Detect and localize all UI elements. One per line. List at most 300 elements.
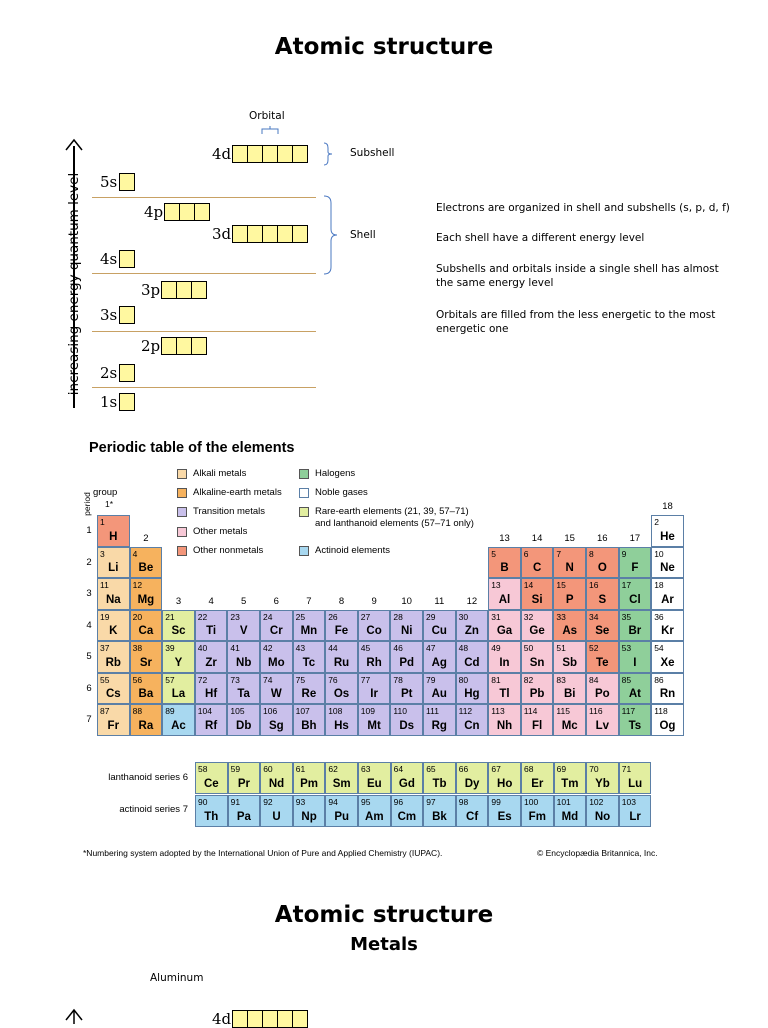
element-cell-es bbox=[488, 795, 521, 827]
orbital-box bbox=[119, 364, 135, 382]
element-symbol: Tb bbox=[432, 777, 447, 790]
element-symbol: Nd bbox=[268, 777, 285, 790]
atomic-number: 67 bbox=[491, 764, 501, 774]
atomic-number: 12 bbox=[132, 580, 143, 590]
group-label: group bbox=[93, 487, 118, 498]
element-cell-ts bbox=[619, 704, 652, 736]
element-cell-ga bbox=[488, 610, 521, 642]
atomic-number: 107 bbox=[295, 706, 310, 716]
orbital-box bbox=[232, 225, 248, 243]
element-symbol: V bbox=[239, 625, 248, 637]
element-symbol: Ti bbox=[206, 625, 217, 637]
element-symbol: Hg bbox=[464, 688, 480, 700]
atomic-number: 111 bbox=[426, 706, 439, 716]
legend-item-continued: and lanthanoid elements (57–71 only) bbox=[315, 518, 474, 529]
shell-separator bbox=[92, 197, 316, 198]
element-symbol: Er bbox=[531, 777, 544, 790]
element-cell-fm bbox=[521, 795, 554, 827]
legend-swatch bbox=[177, 546, 187, 556]
axis-label: increasing energy quantum level bbox=[66, 172, 82, 396]
element-cell-ne bbox=[651, 547, 684, 579]
element-symbol: Es bbox=[497, 810, 512, 823]
element-symbol: Te bbox=[596, 656, 609, 669]
atomic-number: 94 bbox=[328, 797, 338, 807]
element-symbol: Th bbox=[204, 810, 219, 823]
atomic-number: 106 bbox=[263, 706, 278, 716]
atomic-number: 52 bbox=[589, 643, 599, 653]
atomic-number: 92 bbox=[263, 797, 273, 807]
legend-swatch bbox=[177, 507, 187, 517]
atomic-number: 51 bbox=[556, 643, 566, 653]
element-symbol: W bbox=[270, 688, 282, 700]
element-symbol: Co bbox=[366, 625, 382, 637]
group-number: 6 bbox=[273, 595, 279, 607]
group-number: 11 bbox=[434, 595, 445, 607]
element-cell-db bbox=[227, 704, 260, 736]
element-symbol: B bbox=[500, 562, 509, 574]
element-cell-se bbox=[586, 610, 619, 642]
atomic-number: 40 bbox=[197, 643, 208, 653]
element-cell-ag bbox=[423, 641, 456, 673]
element-cell-c bbox=[521, 547, 554, 579]
orbital-box bbox=[292, 145, 308, 163]
atomic-number: 1 bbox=[100, 517, 105, 527]
element-cell-ca bbox=[130, 610, 163, 642]
orbital-label: Orbital bbox=[249, 110, 285, 122]
element-cell-mt bbox=[358, 704, 391, 736]
element-cell-ra bbox=[130, 704, 163, 736]
atomic-number: 101 bbox=[556, 797, 571, 807]
element-symbol: Au bbox=[431, 688, 447, 700]
element-symbol: Yb bbox=[595, 777, 610, 790]
element-cell-mn bbox=[293, 610, 326, 642]
atomic-number: 36 bbox=[654, 611, 664, 622]
footnote: *Numbering system adopted by the International Union of Pure and Applied Chemistry (IUPAC). bbox=[83, 848, 443, 858]
element-cell-sb bbox=[553, 641, 586, 673]
element-symbol: Xe bbox=[660, 656, 675, 669]
orbital-box bbox=[247, 145, 263, 163]
level-1s-label: 1s bbox=[100, 393, 118, 411]
element-symbol: Re bbox=[301, 688, 317, 700]
atomic-number: 112 bbox=[458, 706, 473, 716]
legend-swatch bbox=[177, 469, 187, 479]
atomic-number: 23 bbox=[230, 611, 240, 622]
orbital-brace-icon bbox=[260, 125, 280, 135]
element-symbol: Ho bbox=[497, 777, 513, 790]
element-cell-bh bbox=[293, 704, 326, 736]
element-symbol: As bbox=[562, 625, 578, 637]
atomic-number: 18 bbox=[654, 580, 664, 590]
element-cell-mg bbox=[130, 578, 163, 610]
element-symbol: Tm bbox=[561, 777, 579, 790]
shell-brace-icon bbox=[322, 195, 342, 275]
atomic-number: 41 bbox=[230, 643, 240, 653]
element-symbol: Ar bbox=[661, 593, 674, 606]
group-number: 8 bbox=[338, 595, 345, 607]
element-cell-li bbox=[97, 547, 130, 579]
atomic-number: 35 bbox=[621, 611, 632, 622]
element-symbol: Pa bbox=[236, 810, 251, 823]
element-cell-cn bbox=[456, 704, 489, 736]
element-cell-p bbox=[553, 578, 586, 610]
period-number: 6 bbox=[86, 682, 92, 694]
element-symbol: Rg bbox=[431, 719, 447, 732]
atomic-number: 10 bbox=[654, 548, 664, 559]
element-symbol: Pr bbox=[237, 777, 250, 790]
atomic-number: 100 bbox=[524, 797, 539, 807]
element-symbol: La bbox=[171, 688, 186, 700]
atomic-number: 7 bbox=[556, 548, 562, 559]
element-cell-kr bbox=[651, 610, 684, 642]
arrow-up-icon bbox=[64, 138, 84, 152]
level-4d-label: 4d bbox=[212, 1010, 232, 1028]
element-symbol: Fm bbox=[528, 810, 546, 823]
level-3p-label: 3p bbox=[141, 281, 161, 299]
group-number: 10 bbox=[401, 595, 412, 607]
atomic-number: 84 bbox=[589, 674, 599, 685]
element-cell-th bbox=[195, 795, 228, 827]
element-cell-ru bbox=[325, 641, 358, 673]
element-symbol: Ga bbox=[496, 625, 513, 637]
orbital-box bbox=[179, 203, 195, 221]
level-3s-label: 3s bbox=[100, 306, 118, 324]
element-cell-nb bbox=[227, 641, 260, 673]
element-cell-zr bbox=[195, 641, 228, 673]
element-symbol: Tc bbox=[302, 656, 316, 669]
orbital-box bbox=[194, 203, 210, 221]
atomic-number: 90 bbox=[198, 797, 208, 807]
orbital-box bbox=[232, 1010, 248, 1028]
group-number: 16 bbox=[597, 532, 608, 544]
orbital-box bbox=[262, 225, 278, 243]
element-symbol: Sm bbox=[332, 777, 351, 790]
atomic-number: 79 bbox=[426, 674, 436, 685]
element-cell-cf bbox=[456, 795, 489, 827]
group-number: 17 bbox=[629, 532, 641, 544]
element-symbol: O bbox=[597, 562, 607, 574]
element-cell-si bbox=[521, 578, 554, 610]
group-number: 9 bbox=[371, 595, 377, 607]
element-symbol: Nh bbox=[496, 719, 513, 732]
orbital-box bbox=[119, 250, 135, 268]
element-symbol: Sn bbox=[529, 656, 545, 669]
legend-swatch bbox=[299, 488, 309, 498]
orbital-box bbox=[292, 225, 308, 243]
element-cell-la bbox=[162, 673, 195, 705]
element-cell-yb bbox=[586, 762, 619, 794]
element-symbol: Ag bbox=[431, 656, 447, 669]
element-cell-zn bbox=[456, 610, 489, 642]
element-cell-tc bbox=[293, 641, 326, 673]
element-cell-ge bbox=[521, 610, 554, 642]
atomic-number: 44 bbox=[328, 643, 338, 653]
atomic-number: 72 bbox=[197, 674, 208, 685]
element-symbol: U bbox=[272, 810, 281, 823]
group-number: 5 bbox=[241, 595, 247, 607]
period-number: 1 bbox=[86, 525, 92, 536]
element-symbol: Ni bbox=[400, 625, 413, 637]
element-symbol: Lv bbox=[595, 719, 609, 732]
element-symbol: Ir bbox=[370, 688, 378, 700]
element-symbol: Os bbox=[333, 688, 350, 700]
atomic-number: 102 bbox=[589, 797, 604, 807]
atomic-number: 24 bbox=[263, 611, 273, 622]
orbital-box bbox=[262, 1010, 278, 1028]
element-cell-ar bbox=[651, 578, 684, 610]
atomic-number: 75 bbox=[295, 674, 306, 685]
element-cell-os bbox=[325, 673, 358, 705]
orbital-box bbox=[161, 337, 177, 355]
element-cell-co bbox=[358, 610, 391, 642]
atomic-number: 114 bbox=[523, 706, 538, 716]
element-cell-as bbox=[553, 610, 586, 642]
atomic-number: 88 bbox=[132, 706, 143, 716]
element-symbol: Cn bbox=[464, 719, 480, 732]
element-symbol: Lr bbox=[629, 810, 641, 823]
page-2-subtitle: Metals bbox=[350, 934, 418, 955]
element-symbol: Pt bbox=[400, 688, 413, 700]
element-cell-cu bbox=[423, 610, 456, 642]
element-cell-lv bbox=[586, 704, 619, 736]
element-cell-hs bbox=[325, 704, 358, 736]
atomic-number: 48 bbox=[458, 643, 469, 653]
element-symbol: Tl bbox=[499, 688, 510, 700]
element-symbol: Eu bbox=[366, 777, 382, 790]
element-cell-pb bbox=[521, 673, 554, 705]
atomic-number: 22 bbox=[197, 611, 208, 622]
orbital-box bbox=[119, 306, 135, 324]
element-symbol: Sc bbox=[171, 625, 186, 637]
element-cell-sm bbox=[325, 762, 358, 794]
atomic-number: 26 bbox=[328, 611, 338, 622]
element-cell-s bbox=[586, 578, 619, 610]
atomic-number: 58 bbox=[198, 764, 208, 774]
atomic-number: 82 bbox=[523, 674, 534, 685]
element-cell-po bbox=[586, 673, 619, 705]
atomic-number: 109 bbox=[360, 706, 375, 716]
element-cell-n bbox=[553, 547, 586, 579]
element-symbol: I bbox=[633, 656, 637, 669]
atomic-number: 77 bbox=[360, 674, 371, 685]
atomic-number: 49 bbox=[491, 643, 501, 653]
shell-separator bbox=[92, 273, 316, 274]
atomic-number: 64 bbox=[393, 764, 404, 774]
element-cell-ac bbox=[162, 704, 195, 736]
element-symbol: Gd bbox=[398, 777, 415, 790]
atomic-number: 91 bbox=[230, 797, 241, 807]
arrow-up-icon bbox=[64, 1008, 84, 1024]
orbital-box bbox=[247, 225, 263, 243]
element-symbol: Br bbox=[628, 625, 642, 637]
element-symbol: Mo bbox=[267, 656, 285, 669]
atomic-number: 115 bbox=[556, 706, 570, 716]
element-symbol: P bbox=[565, 593, 574, 606]
legend-swatch bbox=[299, 469, 309, 479]
group-number: 2 bbox=[143, 532, 149, 544]
group-number: 15 bbox=[564, 532, 575, 544]
element-symbol: N bbox=[565, 562, 574, 574]
legend-swatch bbox=[299, 546, 309, 556]
orbital-box bbox=[262, 145, 278, 163]
atomic-number: 47 bbox=[426, 643, 436, 653]
element-cell-np bbox=[293, 795, 326, 827]
element-cell-am bbox=[358, 795, 391, 827]
element-cell-sn bbox=[521, 641, 554, 673]
element-cell-pt bbox=[390, 673, 423, 705]
element-symbol: Rn bbox=[659, 688, 676, 700]
atomic-number: 19 bbox=[100, 611, 110, 622]
element-cell-cs bbox=[97, 673, 130, 705]
element-symbol: Fe bbox=[334, 625, 349, 637]
lanthanoid-series-label: lanthanoid series 6 bbox=[108, 772, 188, 783]
element-cell-cr bbox=[260, 610, 293, 642]
atomic-number: 85 bbox=[621, 674, 632, 685]
period-number: 7 bbox=[86, 714, 92, 725]
element-cell-be bbox=[130, 547, 163, 579]
period-number: 4 bbox=[86, 619, 92, 631]
element-symbol: Rh bbox=[366, 656, 382, 669]
copyright: © Encyclopædia Britannica, Inc. bbox=[537, 848, 658, 858]
level-4d-label: 4d bbox=[212, 145, 232, 163]
atomic-number: 29 bbox=[426, 611, 436, 622]
atomic-number: 59 bbox=[230, 764, 241, 774]
element-cell-i bbox=[619, 641, 652, 673]
atomic-number: 78 bbox=[393, 674, 403, 685]
orbital-box bbox=[247, 1010, 263, 1028]
element-cell-v bbox=[227, 610, 260, 642]
element-cell-al bbox=[488, 578, 521, 610]
atomic-number: 8 bbox=[589, 548, 594, 559]
element-symbol: Fl bbox=[531, 719, 543, 732]
element-symbol: Si bbox=[531, 593, 543, 606]
atomic-number: 2 bbox=[654, 517, 659, 527]
atomic-number: 87 bbox=[100, 706, 110, 716]
periodic-table-title: Periodic table of the elements bbox=[89, 440, 295, 456]
element-symbol: Bi bbox=[563, 688, 576, 700]
shell-label: Shell bbox=[350, 229, 376, 241]
element-symbol: Np bbox=[301, 810, 317, 823]
element-cell-sc bbox=[162, 610, 195, 642]
element-symbol: Be bbox=[138, 562, 154, 574]
element-cell-na bbox=[97, 578, 130, 610]
atomic-number: 25 bbox=[295, 611, 306, 622]
atomic-number: 104 bbox=[197, 706, 212, 716]
atomic-number: 97 bbox=[426, 797, 436, 807]
orbital-box bbox=[277, 1010, 293, 1028]
element-cell-ce bbox=[195, 762, 228, 794]
atomic-number: 43 bbox=[295, 643, 306, 653]
atomic-number: 116 bbox=[589, 706, 603, 716]
element-symbol: Og bbox=[659, 719, 676, 732]
element-symbol: At bbox=[628, 688, 641, 700]
atomic-number: 103 bbox=[621, 797, 636, 807]
level-2s-label: 2s bbox=[100, 364, 118, 382]
level-4s-label: 4s bbox=[100, 250, 118, 268]
element-symbol: Se bbox=[595, 625, 610, 637]
atomic-number: 96 bbox=[393, 797, 404, 807]
element-cell-cm bbox=[391, 795, 424, 827]
page-2-title: Atomic structure bbox=[274, 902, 494, 928]
element-symbol: In bbox=[499, 656, 510, 669]
orbital-box bbox=[277, 145, 293, 163]
atomic-number: 98 bbox=[458, 797, 469, 807]
element-symbol: Ra bbox=[138, 719, 154, 732]
element-cell-ir bbox=[358, 673, 391, 705]
period-number: 3 bbox=[86, 588, 92, 599]
element-cell-eu bbox=[358, 762, 391, 794]
element-symbol: Sg bbox=[268, 719, 284, 732]
atomic-number: 69 bbox=[556, 764, 567, 774]
element-cell-br bbox=[619, 610, 652, 642]
atomic-number: 15 bbox=[556, 580, 566, 590]
element-cell-bi bbox=[553, 673, 586, 705]
element-cell-mc bbox=[553, 704, 586, 736]
element-cell-tm bbox=[554, 762, 587, 794]
element-cell-y bbox=[162, 641, 195, 673]
atomic-number: 68 bbox=[524, 764, 534, 774]
atomic-number: 11 bbox=[100, 580, 109, 590]
element-cell-tb bbox=[423, 762, 456, 794]
atomic-number: 31 bbox=[491, 611, 501, 622]
group-number: 18 bbox=[662, 501, 673, 512]
element-cell-b bbox=[488, 547, 521, 579]
atomic-number: 70 bbox=[589, 764, 599, 774]
note-item: Orbitals are filled from the less energetic to the most energetic one bbox=[436, 309, 716, 335]
shell-separator bbox=[92, 331, 316, 332]
shell-separator bbox=[92, 387, 316, 388]
element-cell-rn bbox=[651, 673, 684, 705]
element-cell-lr bbox=[619, 795, 652, 827]
atomic-number: 6 bbox=[523, 548, 529, 559]
element-symbol: Md bbox=[561, 810, 579, 823]
atomic-number: 66 bbox=[458, 764, 469, 774]
element-cell-he bbox=[651, 515, 684, 547]
element-cell-cl bbox=[619, 578, 652, 610]
orbital-box bbox=[161, 281, 177, 299]
atomic-number: 9 bbox=[621, 548, 627, 559]
element-cell-nh bbox=[488, 704, 521, 736]
element-cell-rb bbox=[97, 641, 130, 673]
atomic-number: 33 bbox=[556, 611, 566, 622]
atomic-number: 32 bbox=[523, 611, 534, 622]
element-cell-og bbox=[651, 704, 684, 736]
atomic-number: 54 bbox=[654, 643, 664, 653]
atomic-number: 93 bbox=[295, 797, 306, 807]
element-symbol: Mt bbox=[367, 719, 381, 732]
element-symbol: Fr bbox=[107, 719, 120, 732]
atomic-number: 81 bbox=[491, 674, 501, 685]
atomic-number: 105 bbox=[230, 706, 245, 716]
element-symbol: Kr bbox=[661, 625, 674, 637]
atomic-number: 71 bbox=[621, 764, 632, 774]
element-symbol: Ds bbox=[399, 719, 415, 732]
atomic-number: 118 bbox=[654, 706, 668, 716]
period-label: period bbox=[82, 492, 92, 516]
orbital-box bbox=[232, 145, 248, 163]
orbital-box bbox=[119, 393, 135, 411]
level-4p-label: 4p bbox=[144, 203, 164, 221]
group-number: 4 bbox=[208, 595, 214, 607]
group-1-header: 1* bbox=[105, 499, 114, 509]
element-cell-pa bbox=[228, 795, 261, 827]
period-number: 5 bbox=[86, 651, 92, 662]
element-symbol: He bbox=[660, 530, 675, 543]
orbital-box bbox=[191, 281, 207, 299]
period-number: 2 bbox=[86, 556, 92, 568]
element-symbol: C bbox=[532, 562, 542, 574]
element-cell-rh bbox=[358, 641, 391, 673]
element-cell-rf bbox=[195, 704, 228, 736]
